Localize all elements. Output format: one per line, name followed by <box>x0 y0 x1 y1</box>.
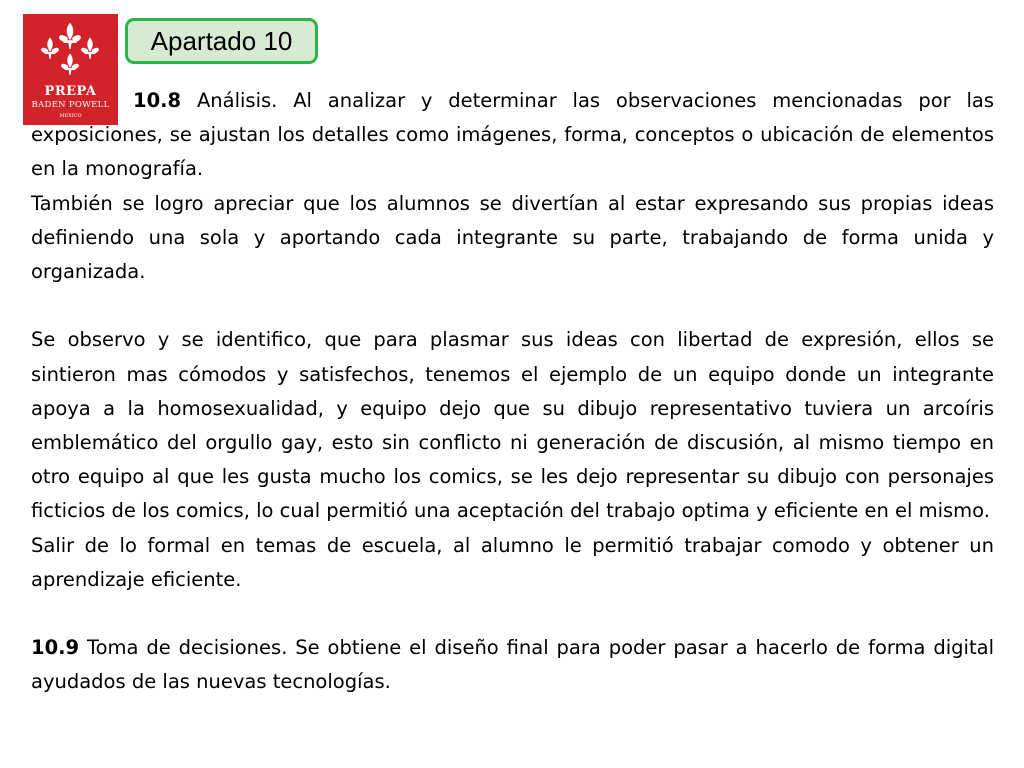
section-number-10-8: 10.8 <box>133 89 182 112</box>
page-title-box <box>125 18 318 64</box>
page-title: Apartado 10 <box>150 25 293 56</box>
paragraph-3: Se observo y se identifico, que para plasmar sus ideas con libertad de expresión, ellos se sintieron mas cómodos y satisfechos, tenemos el ejemplo de un equipo donde un integrante apoya a la homosexualidad, y equipo dejo que su dibujo representativo tuviera un arcoíris emblemático del orgullo gay, esto sin conflicto ni generación de discusión, al mismo tiempo en otro equipo al que les gusta mucho los comics, se les dejo representar su dibujo con personajes ficticios de los comics, lo cual permitió una aceptación del trabajo optima y eficiente en el mismo. <box>31 328 994 523</box>
paragraph-4: Salir de lo formal en temas de escuela, al alumno le permitió trabajar comodo y obtener un aprendizaje eficiente. <box>31 533 994 591</box>
section-text-10-8: Análisis. Al analizar y determinar las observaciones mencionadas por las exposiciones, se ajustan los detalles como imágenes, forma, conceptos o ubicación de elementos en la monografía. <box>31 89 994 181</box>
document-body <box>31 84 994 700</box>
paragraph-2: También se logro apreciar que los alumnos se divertían al estar expresando sus propias ideas definiendo una sola y aportando cada integrante su parte, trabajando de forma unida y organizada. <box>31 191 994 284</box>
logo-text-baden-powell: BADEN POWELL <box>31 100 110 110</box>
fleur-de-lis-icon <box>23 14 118 86</box>
logo-text-mexico: MEXICO <box>59 113 82 119</box>
paragraph-10-8 <box>31 84 994 187</box>
section-number-10-9: 10.9 <box>31 636 80 660</box>
logo-text-prepa: PREPA <box>44 84 97 99</box>
paragraph-10-9 <box>31 631 994 699</box>
section-text-10-9: Toma de decisiones. Se obtiene el diseño final para poder pasar a hacerlo de forma digital ayudados de las nuevas tecnologías. <box>31 636 994 694</box>
